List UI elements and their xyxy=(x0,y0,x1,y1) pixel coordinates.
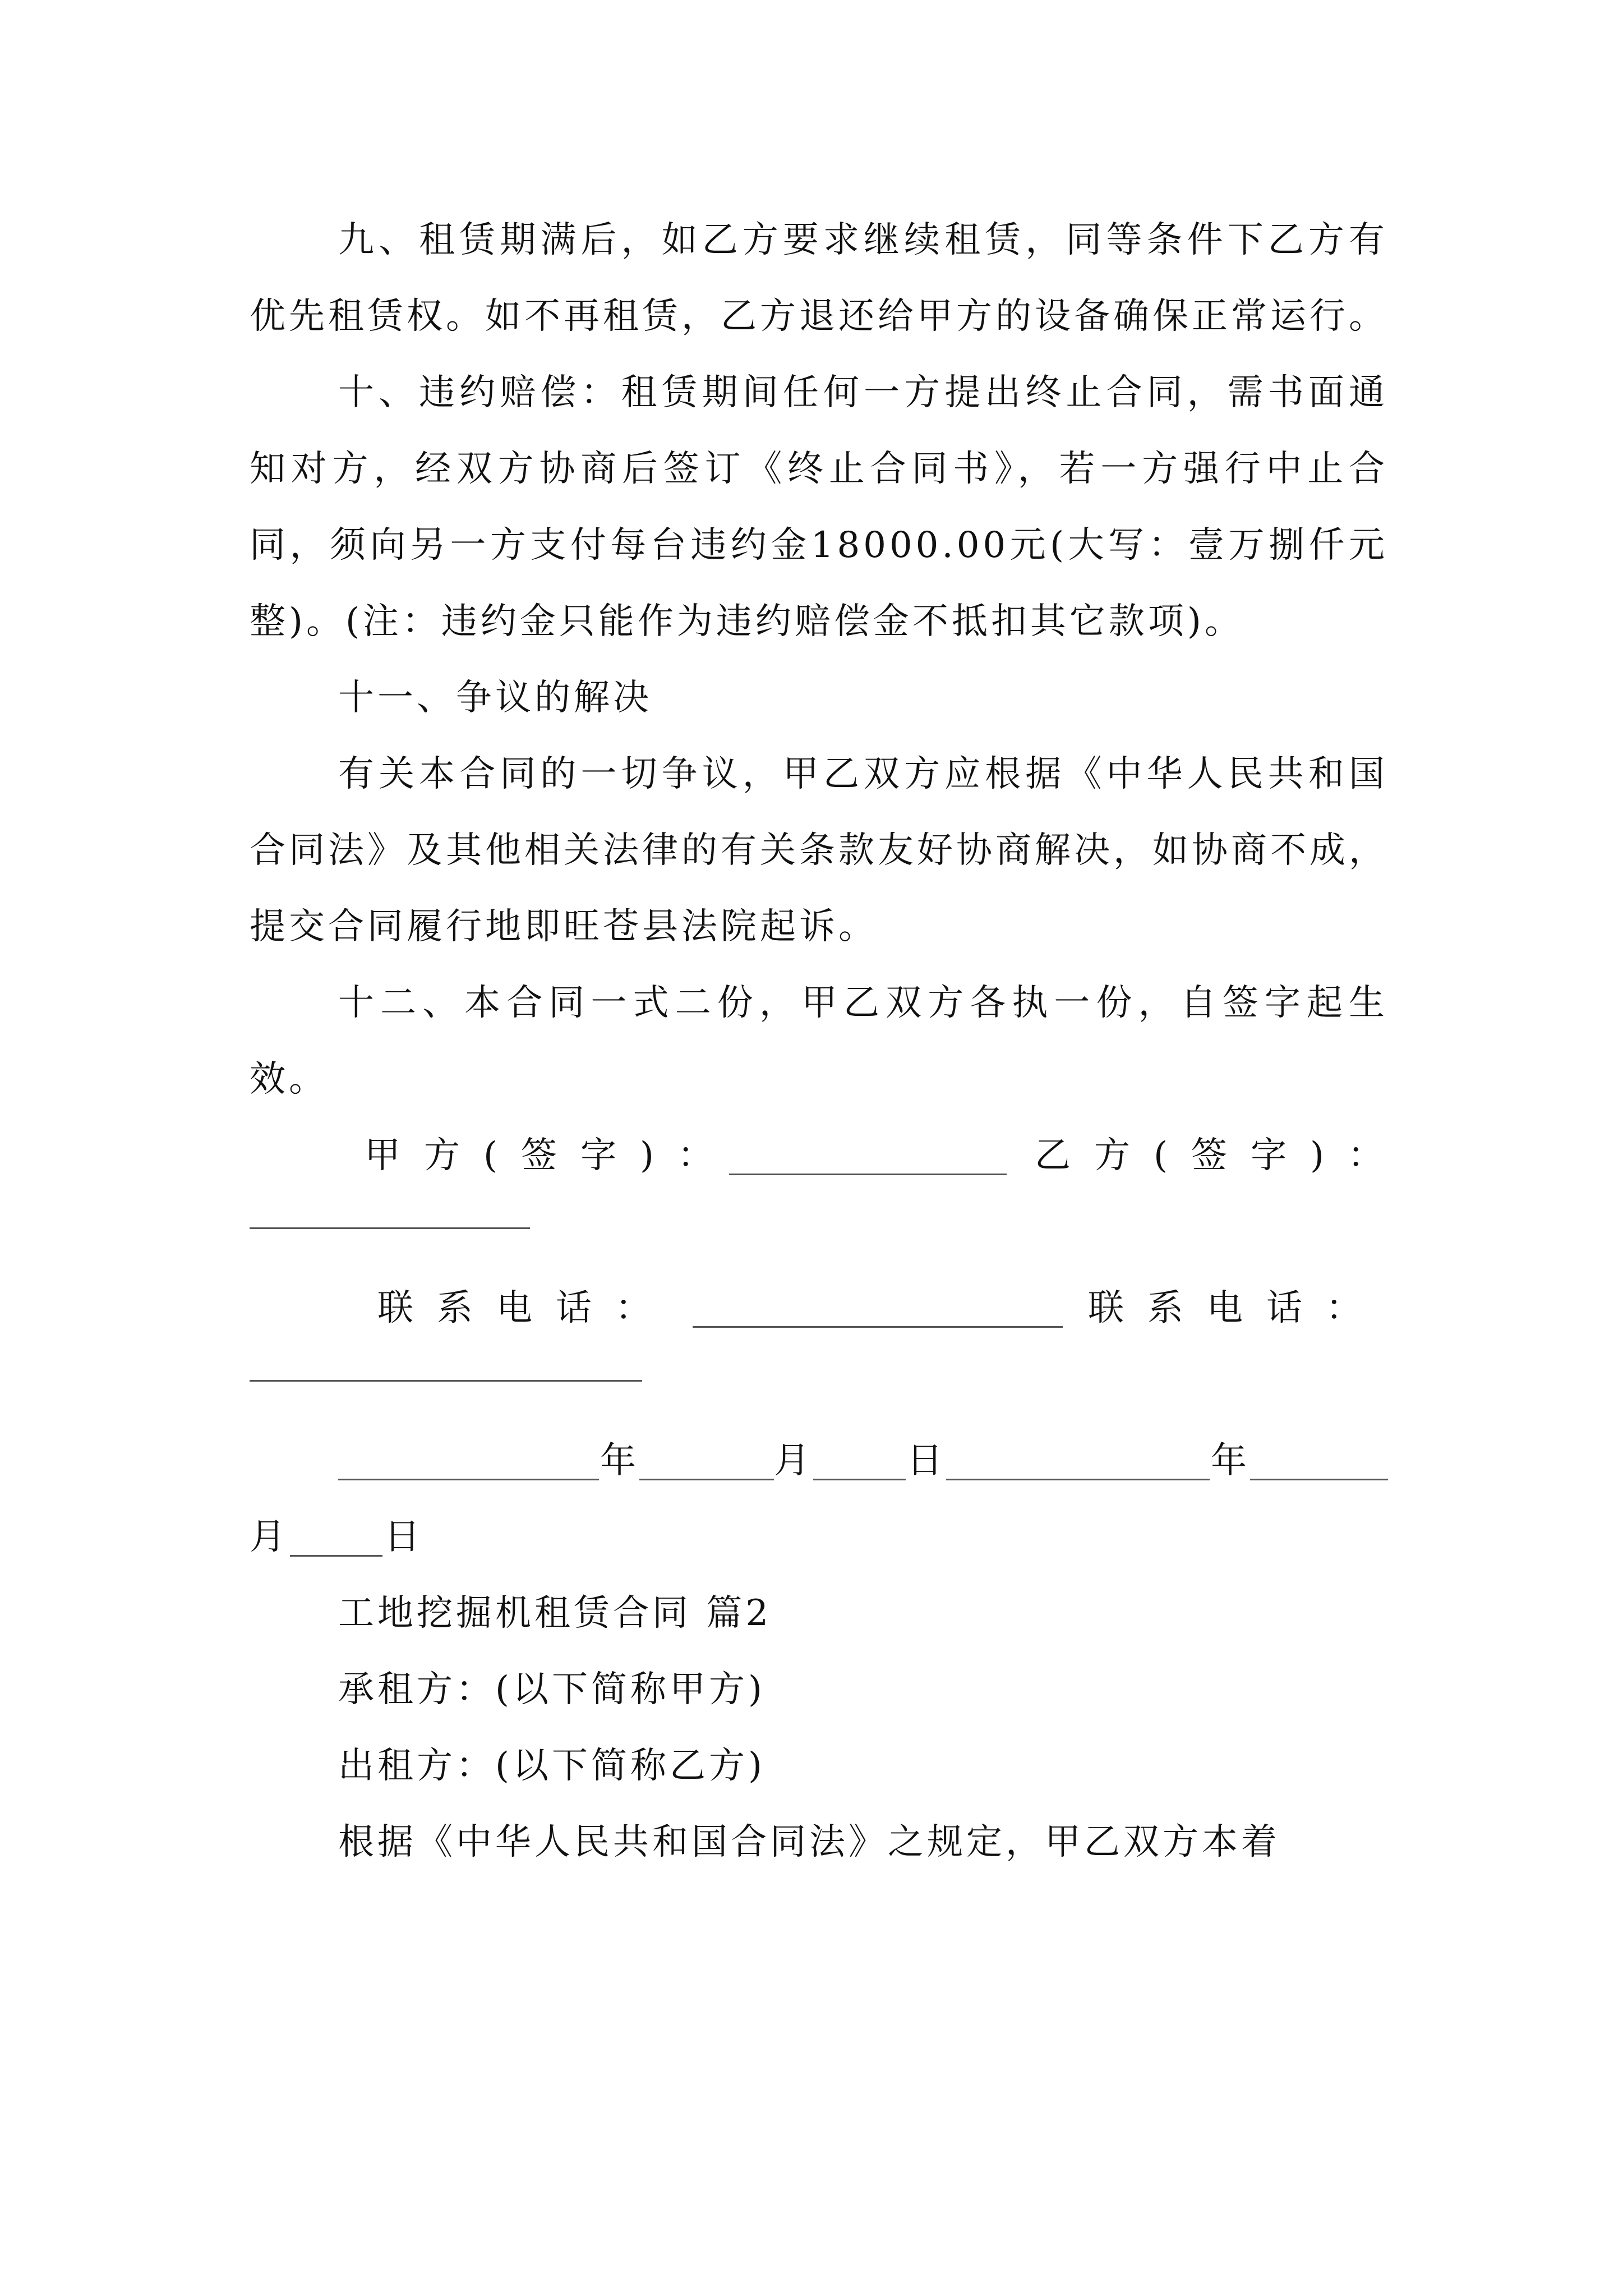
clause-10: 十、违约赔偿：租赁期间任何一方提出终止合同，需书面通知对方，经双方协商后签订《终止合同书》，若一方强行中止合同，须向另一方支付每台违约金18000.00元(大写：壹万捌仟元整)。(注：违约金只能作为违约赔偿金不抵扣其它款项)。 xyxy=(250,372,1388,642)
party-b-year-label: 年 xyxy=(1211,1440,1250,1481)
party-b-year-line[interactable] xyxy=(946,1479,1210,1480)
lessor-line: 出租方：(以下简称乙方) xyxy=(338,1745,766,1787)
date-row xyxy=(250,1423,1388,1499)
party-a-signature-line[interactable] xyxy=(729,1174,1007,1175)
signature-row-party-continued xyxy=(250,1194,1388,1270)
party-a-day-label: 日 xyxy=(907,1440,946,1481)
party-a-day-line[interactable] xyxy=(813,1479,906,1480)
party-a-year-label: 年 xyxy=(600,1440,639,1481)
clause-11-body: 有关本合同的一切争议，甲乙双方应根据《中华人民共和国合同法》及其他相关法律的有关条款友好协商解决，如协商不成，提交合同履行地即旺苍县法院起诉。 xyxy=(250,753,1388,947)
party-b-signature-line[interactable] xyxy=(250,1227,530,1229)
party-b-phone-label: 联系电话： xyxy=(1088,1287,1385,1329)
clause-11-heading: 十一、争议的解决 xyxy=(338,677,652,719)
lessee-line: 承租方：(以下简称甲方) xyxy=(338,1669,766,1710)
phone-row xyxy=(250,1270,1388,1346)
party-b-signature-label: 乙方(签字)： xyxy=(1035,1135,1407,1176)
contract-body xyxy=(250,202,1407,1880)
clause-12: 十二、本合同一式二份，甲乙双方各执一份，自签字起生效。 xyxy=(250,982,1388,1100)
section-2-intro: 根据《中华人民共和国合同法》之规定，甲乙双方本着 xyxy=(338,1821,1280,1863)
party-a-month-label: 月 xyxy=(774,1440,813,1481)
party-b-month-label: 月 xyxy=(250,1516,289,1558)
party-a-phone-label: 联系电话： xyxy=(377,1287,675,1329)
party-b-month-line-start[interactable] xyxy=(1250,1479,1388,1480)
phone-row-continued xyxy=(250,1346,1388,1423)
party-a-phone-line[interactable] xyxy=(693,1326,1063,1328)
section-2-title: 工地挖掘机租赁合同 篇2 xyxy=(338,1593,772,1634)
date-row-continued xyxy=(250,1499,1388,1575)
party-b-day-label: 日 xyxy=(384,1516,423,1558)
clause-9: 九、租赁期满后，如乙方要求继续租赁，同等条件下乙方有优先租赁权。如不再租赁，乙方退还给甲方的设备确保正常运行。 xyxy=(250,219,1388,337)
party-b-day-line[interactable] xyxy=(290,1555,382,1557)
party-b-phone-line[interactable] xyxy=(250,1380,642,1382)
party-a-month-line[interactable] xyxy=(639,1479,774,1480)
party-a-year-line[interactable] xyxy=(338,1479,599,1480)
party-a-signature-label: 甲方(签字)： xyxy=(365,1135,737,1176)
signature-row-party xyxy=(250,1117,1407,1194)
